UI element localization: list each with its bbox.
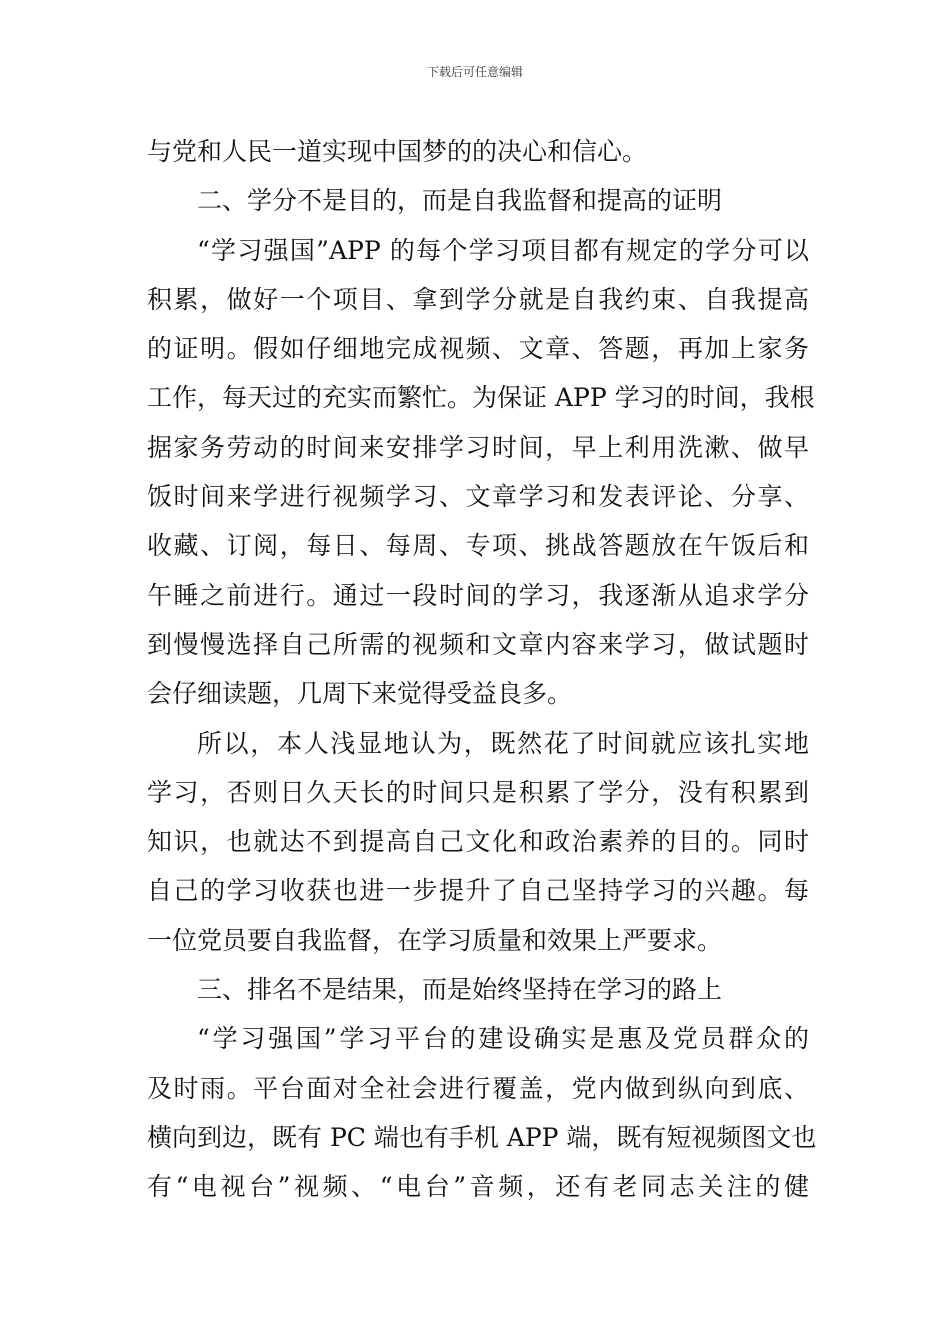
text-line: 横向到边，既有 PC 端也有手机 APP 端，既有短视频图文也 [147, 1122, 817, 1152]
text-line: “学习强国”学习平台的建设确实是惠及党员群众的 [197, 1024, 809, 1054]
section-heading: 三、排名不是结果，而是始终坚持在学习的路上 [197, 975, 723, 1005]
text-line: 的证明。假如仔细地完成视频、文章、答题，再加上家务 [147, 334, 809, 364]
text-line: “学习强国”APP 的每个学习项目都有规定的学分可以 [197, 235, 809, 265]
text-line: 午睡之前进行。通过一段时间的学习，我逐渐从追求学分 [147, 580, 809, 610]
text-line: 积累，做好一个项目、拿到学分就是自我约束、自我提高 [147, 284, 809, 314]
text-line: 到慢慢选择自己所需的视频和文章内容来学习，做试题时 [147, 629, 809, 659]
text-line: 工作，每天过的充实而繁忙。为保证 APP 学习的时间，我根 [147, 383, 815, 413]
text-line: 所以，本人浅显地认为，既然花了时间就应该扎实地 [197, 728, 809, 758]
text-line: 知识，也就达不到提高自己文化和政治素养的目的。同时 [147, 827, 809, 857]
text-line: 及时雨。平台面对全社会进行覆盖，党内做到纵向到底、 [147, 1073, 809, 1103]
text-line: 饭时间来学进行视频学习、文章学习和发表评论、分享、 [147, 482, 809, 512]
text-line: 收藏、订阅，每日、每周、专项、挑战答题放在午饭后和 [147, 531, 809, 561]
page-header: 下载后可任意编辑 [426, 65, 523, 79]
text-line: 学习，否则日久天长的时间只是积累了学分，没有积累到 [147, 777, 809, 807]
text-line: 一位党员要自我监督，在学习质量和效果上严要求。 [147, 925, 723, 955]
document-body [147, 127, 817, 1212]
text-line: 有“电视台”视频、“电台”音频，还有老同志关注的健 [147, 1172, 809, 1202]
text-line: 与党和人民一道实现中国梦的的决心和信心。 [147, 137, 648, 166]
text-line: 据家务劳动的时间来安排学习时间，早上利用洗漱、做早 [147, 432, 809, 462]
section-heading: 二、学分不是目的，而是自我监督和提高的证明 [197, 186, 723, 216]
text-line: 自己的学习收获也进一步提升了自己坚持学习的兴趣。每 [147, 876, 809, 906]
text-line: 会仔细读题，几周下来觉得受益良多。 [147, 679, 573, 709]
